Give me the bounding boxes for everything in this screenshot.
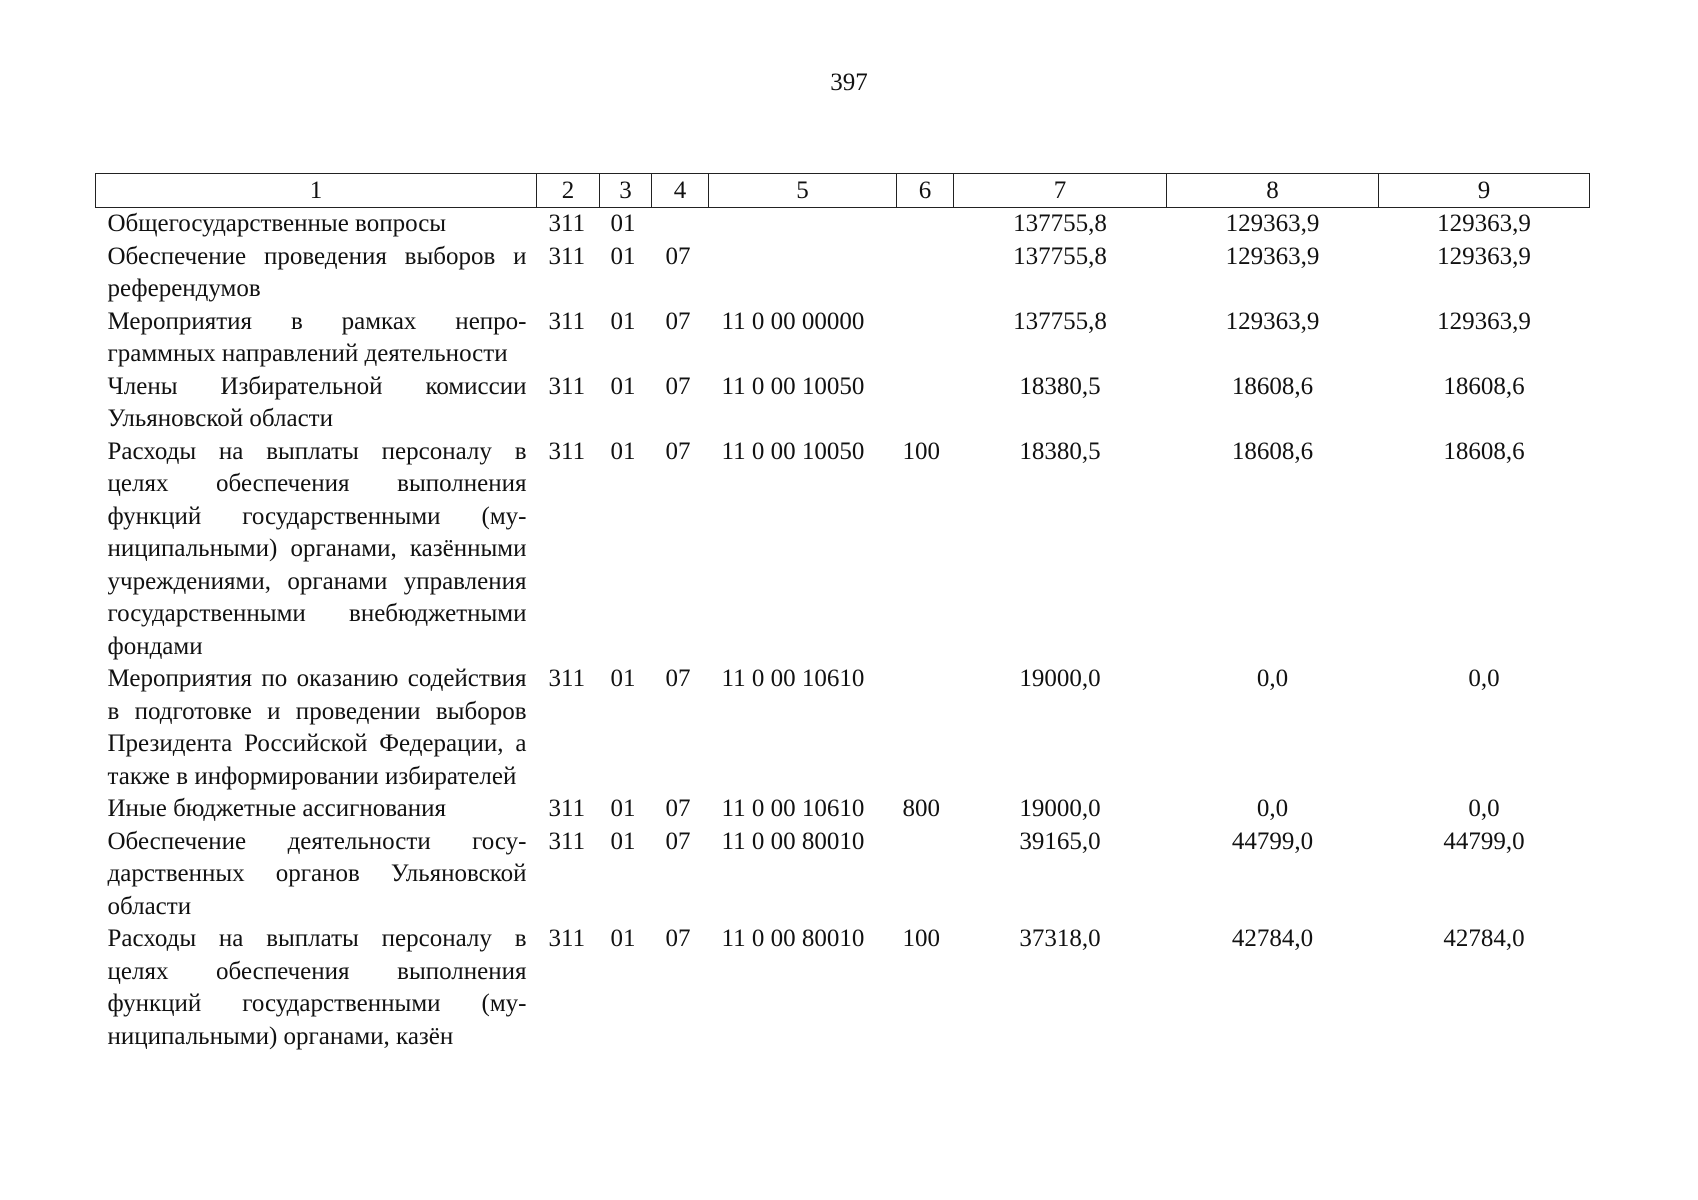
amount-col7: 39165,0 xyxy=(1019,827,1101,855)
target-article-code xyxy=(709,241,897,306)
subsection-code xyxy=(652,208,709,241)
section-code: 01 xyxy=(610,925,636,952)
target-article-code: 11 0 00 10050 xyxy=(721,437,865,465)
row-name: Расходы на выплаты персоналу в целях обеспечения выполнения функций государственными (муниципальными) органами, казён xyxy=(107,925,527,1050)
section-code: 01 xyxy=(610,665,636,692)
expense-type-code xyxy=(897,371,954,436)
table-row xyxy=(96,208,1590,241)
admin-code: 311 xyxy=(548,210,586,237)
target-article-code: 11 0 00 80010 xyxy=(721,925,865,952)
amount-col9: 0,0 xyxy=(1468,795,1500,822)
amount-col9: 18608,6 xyxy=(1443,372,1525,400)
amount-col8: 44799,0 xyxy=(1231,827,1314,855)
column-header-5: 5 xyxy=(709,174,897,208)
column-header-8: 8 xyxy=(1167,174,1379,208)
amount-col9: 129363,9 xyxy=(1437,242,1531,270)
target-article-code: 11 0 00 10610 xyxy=(721,665,865,692)
row-name: Мероприятия в рамках непрограммных направлений деятельности xyxy=(107,307,527,367)
expense-type-code: 100 xyxy=(902,437,940,465)
amount-col7: 18380,5 xyxy=(1019,372,1101,400)
subsection-code: 07 xyxy=(665,665,691,692)
amount-col8: 129363,9 xyxy=(1225,242,1320,270)
amount-col8: 0,0 xyxy=(1256,795,1289,822)
admin-code: 311 xyxy=(548,372,586,400)
section-code: 01 xyxy=(610,437,636,465)
amount-col7: 137755,8 xyxy=(1013,210,1107,237)
column-header-9: 9 xyxy=(1379,174,1590,208)
subsection-code: 07 xyxy=(665,925,691,952)
expense-type-code xyxy=(897,306,954,371)
column-header-7: 7 xyxy=(954,174,1167,208)
expense-type-code xyxy=(897,241,954,306)
row-name: Мероприятия по оказанию содействия в подготовке и проведении выборов Президента Российской Федерации, а также в информировании избирателей xyxy=(107,665,527,790)
row-name: Иные бюджетные ассигнования xyxy=(107,795,447,822)
amount-col8: 129363,9 xyxy=(1225,210,1320,237)
table-row xyxy=(96,371,1590,436)
amount-col7: 19000,0 xyxy=(1019,795,1101,822)
section-code: 01 xyxy=(610,795,636,822)
section-code: 01 xyxy=(610,242,636,270)
row-name: Общегосударственные вопросы xyxy=(107,210,447,237)
column-header-4: 4 xyxy=(652,174,709,208)
column-header-6: 6 xyxy=(897,174,954,208)
table-body xyxy=(96,208,1590,1054)
amount-col7: 137755,8 xyxy=(1013,242,1107,270)
column-header-2: 2 xyxy=(537,174,600,208)
amount-col8: 18608,6 xyxy=(1231,437,1314,465)
subsection-code: 07 xyxy=(665,827,691,855)
row-name: Обеспечение деятельности государственных органов Ульяновской области xyxy=(107,827,527,920)
table-header xyxy=(96,174,1590,208)
expense-type-code: 800 xyxy=(902,795,940,822)
page-number: 397 xyxy=(830,69,868,96)
table-row xyxy=(96,306,1590,371)
amount-col9: 44799,0 xyxy=(1443,827,1525,855)
table-row xyxy=(96,663,1590,793)
column-header-3: 3 xyxy=(600,174,652,208)
section-code: 01 xyxy=(610,210,636,237)
expense-type-code xyxy=(897,663,954,793)
amount-col7: 137755,8 xyxy=(1013,307,1107,335)
table-row xyxy=(96,826,1590,924)
admin-code: 311 xyxy=(548,827,586,855)
column-header-1: 1 xyxy=(96,174,537,208)
table-row xyxy=(96,923,1590,1053)
subsection-code: 07 xyxy=(665,242,691,270)
subsection-code: 07 xyxy=(665,437,691,465)
header-row xyxy=(96,174,1590,208)
table-row xyxy=(96,241,1590,306)
amount-col8: 42784,0 xyxy=(1231,925,1314,952)
section-code: 01 xyxy=(610,307,636,335)
row-name: Члены Избирательной комиссии Ульяновской области xyxy=(107,372,527,432)
row-name: Обеспечение проведения выборов и референдумов xyxy=(107,242,527,302)
amount-col9: 18608,6 xyxy=(1443,437,1525,465)
table-row xyxy=(96,793,1590,826)
target-article-code: 11 0 00 00000 xyxy=(721,307,865,335)
subsection-code: 07 xyxy=(665,372,691,400)
amount-col9: 129363,9 xyxy=(1437,210,1531,237)
amount-col9: 0,0 xyxy=(1468,665,1500,692)
amount-col8: 18608,6 xyxy=(1231,372,1314,400)
amount-col9: 129363,9 xyxy=(1437,307,1531,335)
amount-col8: 129363,9 xyxy=(1225,307,1320,335)
amount-col7: 37318,0 xyxy=(1019,925,1101,952)
expense-type-code: 100 xyxy=(902,925,940,952)
amount-col7: 19000,0 xyxy=(1019,665,1101,692)
table-row xyxy=(96,436,1590,664)
expense-type-code xyxy=(897,208,954,241)
admin-code: 311 xyxy=(548,437,586,465)
admin-code: 311 xyxy=(548,795,586,822)
expense-type-code xyxy=(897,826,954,924)
target-article-code xyxy=(709,208,897,241)
target-article-code: 11 0 00 80010 xyxy=(721,827,865,855)
target-article-code: 11 0 00 10610 xyxy=(721,795,865,822)
admin-code: 311 xyxy=(548,307,586,335)
subsection-code: 07 xyxy=(665,795,691,822)
amount-col8: 0,0 xyxy=(1256,665,1289,692)
admin-code: 311 xyxy=(548,925,586,952)
admin-code: 311 xyxy=(548,665,586,692)
admin-code: 311 xyxy=(548,242,586,270)
section-code: 01 xyxy=(610,372,636,400)
amount-col7: 18380,5 xyxy=(1019,437,1101,465)
budget-table xyxy=(95,173,1590,1053)
target-article-code: 11 0 00 10050 xyxy=(721,372,865,400)
subsection-code: 07 xyxy=(665,307,691,335)
section-code: 01 xyxy=(610,827,636,855)
amount-col9: 42784,0 xyxy=(1443,925,1525,952)
row-name: Расходы на выплаты персоналу в целях обеспечения выполнения функций государственными (муниципальными) органами, казёнными учреждениями, органами управления государственными внебюджетными фондами xyxy=(107,437,527,660)
